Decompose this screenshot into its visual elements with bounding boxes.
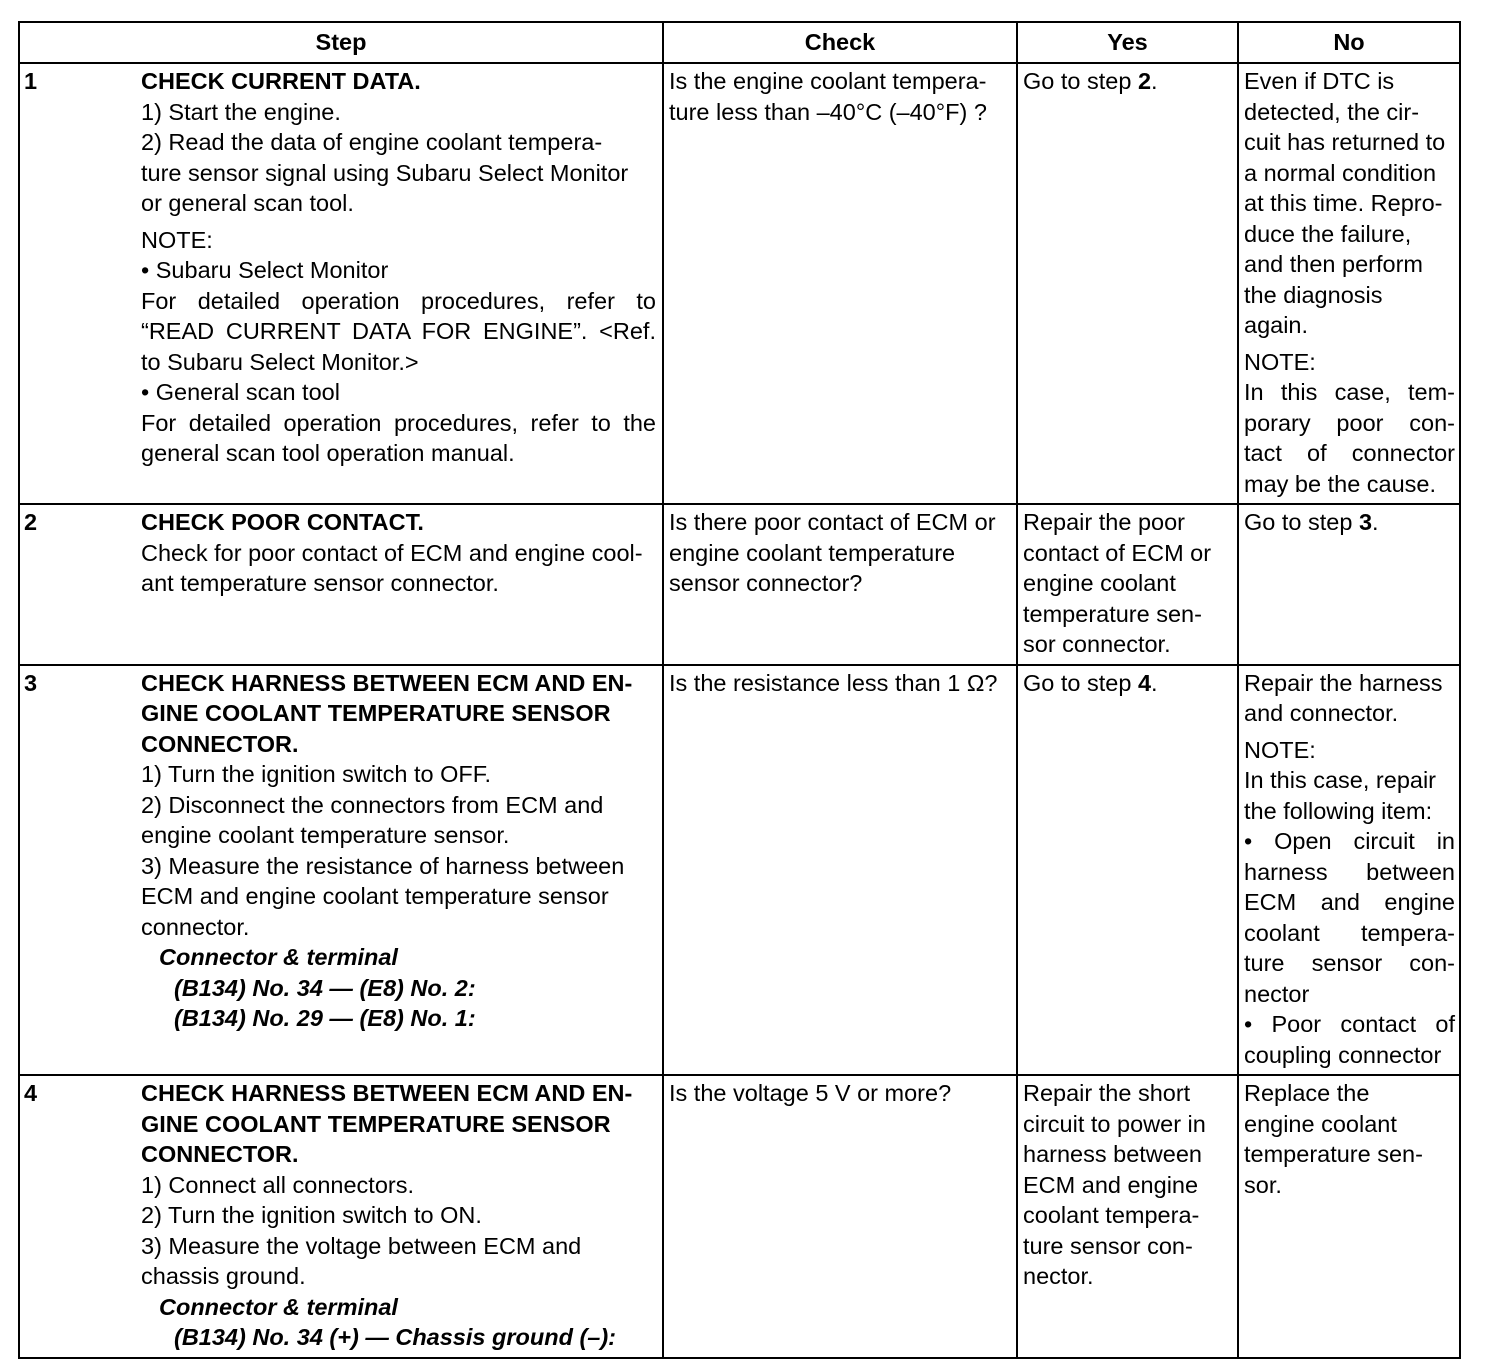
no-text: temperature sen- <box>1244 1141 1423 1167</box>
note-text: may be the cause. <box>1244 470 1437 497</box>
step-line: 2) Disconnect the connectors from ECM and <box>141 791 604 818</box>
step-line: or general scan tool. <box>141 190 354 216</box>
note-item: coupling connector <box>1244 1041 1442 1068</box>
no-cell <box>1238 665 1460 1076</box>
check-text: sensor connector? <box>669 570 863 596</box>
step-title: CHECK HARNESS BETWEEN ECM AND EN- <box>141 669 633 696</box>
note-text: porary poor con- <box>1244 409 1455 436</box>
connector-terminal-item: (B134) No. 34 — (E8) No. 2: <box>174 974 476 1001</box>
note-text: general scan tool operation manual. <box>141 440 515 466</box>
check-cell <box>663 63 1017 504</box>
note-item: ECM and engine <box>1244 889 1455 915</box>
yes-text: harness between <box>1023 1141 1202 1167</box>
note-bullet: • General scan tool <box>141 379 340 405</box>
step-reference: 2 <box>1137 68 1152 94</box>
note-item: ture sensor con- <box>1244 950 1455 976</box>
note-label: NOTE: <box>1244 736 1316 763</box>
note-item: • Poor contact of <box>1244 1011 1455 1037</box>
header-yes: Yes <box>1017 22 1238 63</box>
connector-terminal-heading: Connector & terminal <box>159 1293 398 1320</box>
no-text: Replace the <box>1244 1080 1370 1106</box>
yes-text: Repair the short <box>1023 1080 1191 1106</box>
table-row-step-2 <box>19 504 1460 665</box>
header-no: No <box>1238 22 1460 63</box>
step-line: ture sensor signal using Subaru Select Monitor <box>141 159 629 186</box>
note-text: For detailed operation procedures, refer to the <box>141 409 656 436</box>
no-text: Even if DTC is <box>1244 68 1395 94</box>
yes-text: sor connector. <box>1023 631 1171 657</box>
step-line: 3) Measure the voltage between ECM and <box>141 1232 582 1259</box>
note-text: the following item: <box>1244 797 1433 824</box>
check-text: Is the voltage 5 V or more? <box>669 1080 952 1106</box>
no-text: engine coolant <box>1244 1110 1397 1137</box>
note-text: For detailed operation procedures, refer to <box>141 287 656 314</box>
step-title: CHECK POOR CONTACT. <box>141 509 424 535</box>
step-line: engine coolant temperature sensor. <box>141 822 510 848</box>
no-text: . <box>1372 509 1379 535</box>
note-item: nector <box>1244 980 1310 1007</box>
step-title: GINE COOLANT TEMPERATURE SENSOR <box>141 1110 611 1137</box>
no-text: and connector. <box>1244 700 1399 726</box>
step-title: CONNECTOR. <box>141 730 299 757</box>
step-line: 2) Read the data of engine coolant tempera- <box>141 129 603 155</box>
note-item: coolant tempera- <box>1244 919 1455 946</box>
diagnostic-table <box>18 21 1461 1359</box>
note-text: to Subaru Select Monitor.> <box>141 348 419 375</box>
note-item: harness between <box>1244 858 1455 885</box>
yes-text: Go to step <box>1023 68 1138 94</box>
table-row-step-3 <box>19 665 1460 1076</box>
no-text: Go to step <box>1244 509 1359 535</box>
step-line: 3) Measure the resistance of harness between <box>141 852 625 879</box>
connector-terminal-heading: Connector & terminal <box>159 944 398 970</box>
step-reference: 4 <box>1137 669 1152 696</box>
step-description <box>141 1075 663 1358</box>
yes-text: ture sensor con- <box>1023 1232 1193 1259</box>
step-line: connector. <box>141 913 250 940</box>
no-text: detected, the cir- <box>1244 98 1420 125</box>
step-line: ECM and engine coolant temperature sensor <box>141 883 609 909</box>
check-cell <box>663 504 1017 665</box>
check-cell <box>663 1075 1017 1358</box>
step-number: 1 <box>19 63 141 504</box>
step-title: CHECK CURRENT DATA. <box>141 68 421 94</box>
yes-text: coolant tempera- <box>1023 1202 1200 1228</box>
connector-terminal-item: (B134) No. 29 — (E8) No. 1: <box>174 1005 476 1031</box>
step-number: 2 <box>19 504 141 665</box>
no-text: cuit has returned to <box>1244 129 1446 155</box>
check-text: ture less than –40°C (–40°F) ? <box>669 98 987 125</box>
step-line: ant temperature sensor connector. <box>141 570 499 596</box>
yes-text: . <box>1151 68 1158 94</box>
yes-text: engine coolant <box>1023 570 1176 596</box>
step-title: CONNECTOR. <box>141 1141 299 1167</box>
note-label: NOTE: <box>141 226 213 253</box>
yes-text: Repair the poor <box>1023 509 1185 535</box>
step-description <box>141 63 663 504</box>
table-row-step-4 <box>19 1075 1460 1358</box>
step-description <box>141 665 663 1076</box>
step-reference: 3 <box>1358 509 1373 535</box>
step-title: CHECK HARNESS BETWEEN ECM AND EN- <box>141 1080 633 1106</box>
yes-text: contact of ECM or <box>1023 539 1212 566</box>
note-label: NOTE: <box>1244 348 1316 375</box>
no-text: again. <box>1244 312 1309 338</box>
yes-cell <box>1017 63 1238 504</box>
no-text: Repair the harness <box>1244 669 1443 696</box>
step-line: 1) Start the engine. <box>141 98 341 125</box>
step-line: 1) Connect all connectors. <box>141 1171 415 1198</box>
note-text: tact of connector <box>1244 440 1455 466</box>
step-line: chassis ground. <box>141 1263 306 1289</box>
header-step: Step <box>19 22 663 63</box>
step-number: 3 <box>19 665 141 1076</box>
note-text: In this case, repair <box>1244 767 1437 793</box>
yes-cell <box>1017 1075 1238 1358</box>
step-line: 2) Turn the ignition switch to ON. <box>141 1202 482 1228</box>
step-description <box>141 504 663 665</box>
note-item: • Open circuit in <box>1244 828 1455 854</box>
no-text: and then perform <box>1244 251 1423 277</box>
step-number: 4 <box>19 1075 141 1358</box>
check-text: Is there poor contact of ECM or <box>669 509 996 535</box>
no-text: duce the failure, <box>1244 220 1412 247</box>
step-line: Check for poor contact of ECM and engine cool- <box>141 539 643 566</box>
note-text: “READ CURRENT DATA FOR ENGINE”. <Ref. <box>141 318 656 344</box>
check-text: engine coolant temperature <box>669 539 956 566</box>
no-text: the diagnosis <box>1244 281 1383 308</box>
yes-text: ECM and engine <box>1023 1171 1199 1198</box>
table-row-step-1 <box>19 63 1460 504</box>
step-title: GINE COOLANT TEMPERATURE SENSOR <box>141 700 611 726</box>
note-bullet: • Subaru Select Monitor <box>141 257 389 283</box>
no-cell <box>1238 504 1460 665</box>
yes-text: circuit to power in <box>1023 1110 1206 1137</box>
yes-text: . <box>1151 669 1158 696</box>
yes-cell <box>1017 665 1238 1076</box>
step-line: 1) Turn the ignition switch to OFF. <box>141 761 492 787</box>
check-text: Is the engine coolant tempera- <box>669 68 987 94</box>
yes-text: Go to step <box>1023 669 1138 696</box>
header-row <box>19 22 1460 63</box>
no-text: sor. <box>1244 1171 1282 1198</box>
no-cell <box>1238 1075 1460 1358</box>
no-cell <box>1238 63 1460 504</box>
note-text: In this case, tem- <box>1244 379 1455 405</box>
check-cell <box>663 665 1017 1076</box>
yes-cell <box>1017 504 1238 665</box>
no-text: a normal condition <box>1244 159 1437 186</box>
no-text: at this time. Repro- <box>1244 190 1443 216</box>
header-check: Check <box>663 22 1017 63</box>
yes-text: temperature sen- <box>1023 600 1202 627</box>
connector-terminal-item: (B134) No. 34 (+) — Chassis ground (–): <box>174 1324 617 1350</box>
yes-text: nector. <box>1023 1263 1094 1289</box>
check-text: Is the resistance less than 1 Ω? <box>669 669 998 696</box>
